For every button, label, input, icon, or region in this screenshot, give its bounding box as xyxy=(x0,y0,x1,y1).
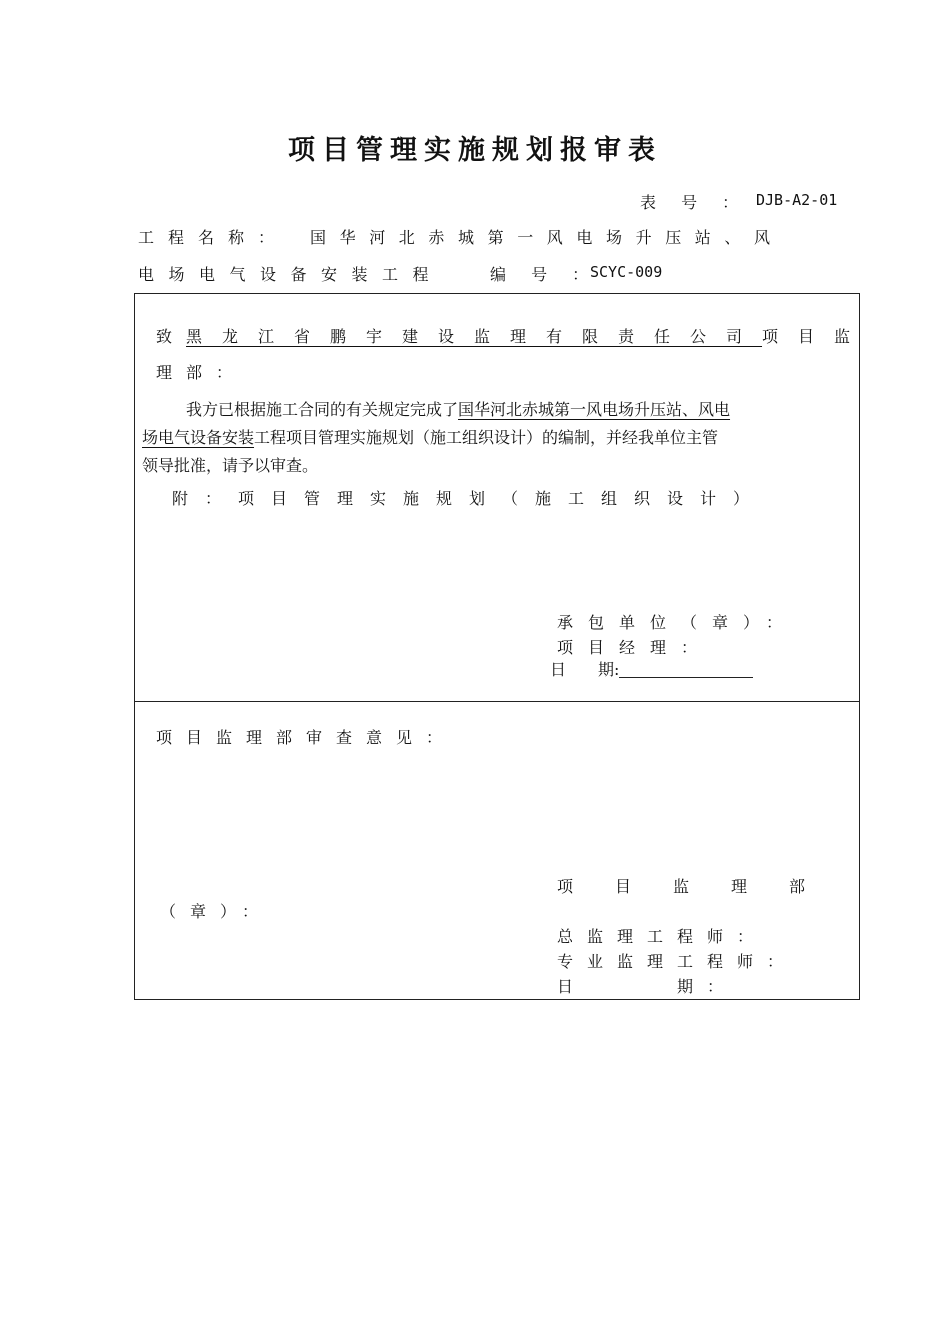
body-project-a: 国华河北赤城第一风电场升压站、风电 xyxy=(458,400,731,419)
chief-engineer-label: 总监理工程师： xyxy=(557,927,768,946)
seal-label: （章）： xyxy=(160,902,273,921)
attachment-line: 附：项目管理实施规划（施工组织设计） xyxy=(172,489,767,508)
to-line xyxy=(156,324,870,347)
form-no: DJB-A2-01 xyxy=(756,191,838,209)
project-name-line2: 电场电气设备安装工程 xyxy=(138,265,444,284)
to-prefix: 致 xyxy=(156,327,187,346)
date-fill-line xyxy=(619,663,753,678)
section-divider xyxy=(134,701,860,702)
page-title: 项目管理实施规划报审表 xyxy=(288,135,662,166)
project-manager-label: 项目经理： xyxy=(557,638,713,657)
date-row-1 xyxy=(550,657,753,680)
serial-label: 编 号 ： xyxy=(490,265,599,284)
body-line-1 xyxy=(186,397,730,420)
date-label-2: 日 期： xyxy=(557,977,738,996)
body-line-2 xyxy=(142,425,718,448)
serial-no: SCYC-009 xyxy=(590,263,663,281)
body-prefix: 我方已根据施工合同的有关规定完成了 xyxy=(186,400,459,419)
date-label-1: 日 期: xyxy=(550,660,620,679)
supervision-dept-label: 项 目 监 理 部 xyxy=(557,877,819,896)
to-company: 黑龙江省鹏宇建设监理有限责任公司 xyxy=(186,327,763,346)
form-no-label: 表 号 ： xyxy=(640,193,749,212)
body-rest: 工程项目管理实施规划（施工组织设计）的编制，并经我单位主管 xyxy=(254,428,719,447)
body-line-3: 领导批准，请予以审查。 xyxy=(142,456,319,475)
contractor-seal-label: 承包单位（章）： xyxy=(557,613,798,632)
project-name-line1: 国华河北赤城第一风电场升压站、风 xyxy=(310,228,784,247)
to-line-2: 理部： xyxy=(156,363,247,382)
review-opinion-label: 项目监理部审查意见： xyxy=(156,728,457,747)
to-suffix: 项目监 xyxy=(762,327,871,346)
project-name-label: 工程名称： xyxy=(138,228,289,247)
specialist-engineer-label: 专业监理工程师： xyxy=(557,952,798,971)
body-project-b: 场电气设备安装 xyxy=(142,428,255,447)
